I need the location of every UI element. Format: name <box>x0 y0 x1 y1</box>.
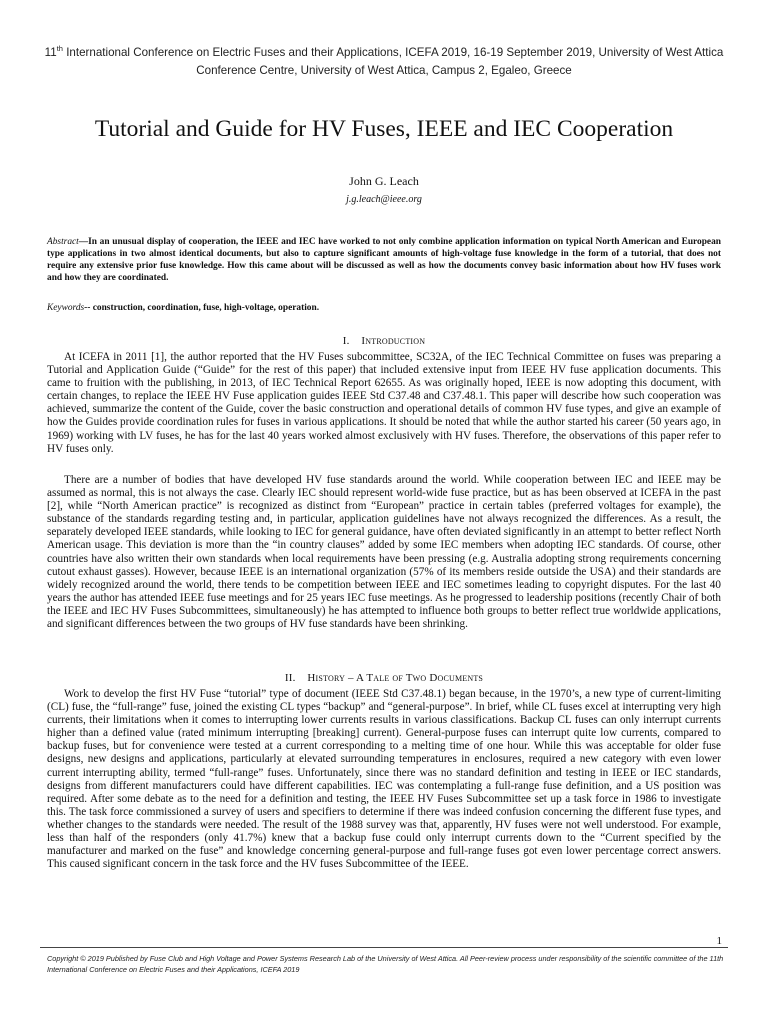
conference-line-2: Conference Centre, University of West Attica, Campus 2, Egaleo, Greece <box>196 64 572 77</box>
conference-ordinal: 11 <box>44 46 57 59</box>
copyright-notice: Copyright © 2019 Published by Fuse Club and High Voltage and Power Systems Research Lab of the University of West Attica. All Peer-review process under responsibility of the scientific committee of the 11th International Conference on Electric Fuses and their Applications, ICEFA 2019 <box>47 954 724 974</box>
section-title: Introduction <box>361 335 426 347</box>
body-paragraph: There are a number of bodies that have developed HV fuse standards around the world. While cooperation between IEC and IEEE may be assumed as normal, this is not always the case. Clearly IEC should represent world-wide fuse practice, but as has been observed at ICEFA in the past [2], while “North American practice” is recognized as distinct from “European” practice in certain tables (preferred voltages for example), the substance of the standards regarding testing and, in particular, application guidelines have not always recognized the differences. As a result, the separately developed IEEE standards, while looking to IEC for general guidance, have often deviated significantly in an attempt to better reflect North American usage. This deviation is more than the “in country clauses” added by some IEC members when adopting IEC standards. Of course, other countries have also written their own standards when local requirements have been pressing (e.g. Australia adopting strong requirements concerning cutout exhaust gasses). However, because IEEE is an international organization (57% of its members reside outside the USA) and their standards are widely recognized around the world, there tends to be competition between IEEE and IEC sometimes leading to copyright disputes. For the last 40 years the author has attended IEEE fuse meetings and for 25 years IEC fuse meetings. As he progressed to leadership positions (recently Chair of both the IEEE and IEC HV Fuses Subcommittees, simultaneously) he has attempted to influence both groups to better reflect true worldwide applications, and significant differences between the two groups of HV fuse standards have been shrinking. <box>47 474 721 631</box>
abstract-text: —In an unusual display of cooperation, the IEEE and IEC have worked to not only combine application information on typical North American and European type applications in two almost identical documents, but also to capture significant amounts of high-voltage fuse knowledge in the form of a tutorial, that does not require any extensive prior fuse knowledge. How this came about will be discussed as well as how the documents convey basic information about how HV fuses work and how they are coordinated. <box>47 237 721 283</box>
section-heading-introduction <box>0 335 768 347</box>
section-title: History – A Tale of Two Documents <box>307 672 484 684</box>
keywords-label: Keywords <box>47 303 85 313</box>
author-name: John G. Leach <box>349 174 419 188</box>
body-paragraph: Work to develop the first HV Fuse “tutorial” type of document (IEEE Std C37.48.1) began because, in the 1970’s, a new type of current-limiting (CL) fuse, the “full-range” fuse, joined the existing CL types “backup” and “general-purpose”. In brief, while CL fuses excel at interrupting very high currents, their limitations when it comes to interrupting lower currents results in various classifications. Backup CL fuses can only interrupt currents higher than a defined value (rated minimum interrupting [breaking] current). General-purpose fuses can interrupt quite low currents, compared to backup fuses, but for convenience were tested at a current corresponding to a melting time of one hour. While this was acceptable for older fuse designs, new designs and applications, particularly at elevated surrounding temperatures in enclosures, required a new category with even lower current interrupting ability, termed “full-range” fuses. Unfortunately, since there was no standard definition and testing in IEEE or IEC standards, designs from different manufacturers could have different capabilities. IEC was contemplating a full-range fuse definition, and a US position was required. After some debate as to the need for a definition and testing, the IEEE HV Fuses Subcommittee set up a task force in 1986 to investigate this. The task force commissioned a survey of users and specifiers to determine if there was indeed confusion concerning the different fuse types, and whether changes to the standards were needed. The result of the 1988 survey was that, apparently, HV fuses were not well understood. For example, less than half of the responders (only 41.7%) knew that a backup fuse could only interrupt currents down to the “Current specified by the manufacturer and marked on the fuse” and knowledge concerning general-purpose and full-range fuses got even lower percentage correct answers. This caused significant concern in the task force and the HV fuses Subcommittee of the IEEE. <box>47 688 721 871</box>
keywords-text: -- construction, coordination, fuse, high-voltage, operation. <box>84 303 320 313</box>
paper-title: Tutorial and Guide for HV Fuses, IEEE and IEC Cooperation <box>94 116 674 142</box>
conference-line-1 <box>40 44 728 62</box>
footer-divider <box>40 947 728 948</box>
keywords <box>47 303 721 313</box>
abstract <box>47 237 721 285</box>
conference-ordinal-suffix: th <box>56 44 63 54</box>
section-heading-history <box>0 672 768 684</box>
abstract-label: Abstract <box>47 237 79 247</box>
author-email: j.g.leach@ieee.org <box>346 194 422 205</box>
section-number: I. <box>342 335 350 347</box>
conference-line-1-text: International Conference on Electric Fuses and their Applications, ICEFA 2019, 16-19 September 2019, University of West Attica <box>62 46 724 59</box>
body-paragraph: At ICEFA in 2011 [1], the author reported that the HV Fuses subcommittee, SC32A, of the IEC Technical Committee on fuses was preparing a Tutorial and Application Guide (“Guide” for the rest of this paper) that included extensive input from IEEE HV fuse application documents. This came to fruition with the publishing, in 2013, of IEC Technical Report 62655. As was originally hoped, IEEE is now adopting this document, with certain changes, to replace the IEEE HV Fuse application guides IEEE Std C37.48 and C37.48.1. This paper will describe how such cooperation was achieved, summarize the content of the Guide, cover the basic construction and operational details of common HV fuse types, and give an example of how the Guides provide coordination rules for fuses in various applications. It should be noted that while the author started his career (50 years ago, in 1969) working with LV fuses, he has for the last 40 years worked almost exclusively with HV fuses. Therefore, the observations of this paper refer to HV fuses only. <box>47 351 721 455</box>
page-number: 1 <box>716 935 722 947</box>
conference-header <box>40 44 728 80</box>
section-number: II. <box>284 672 296 684</box>
